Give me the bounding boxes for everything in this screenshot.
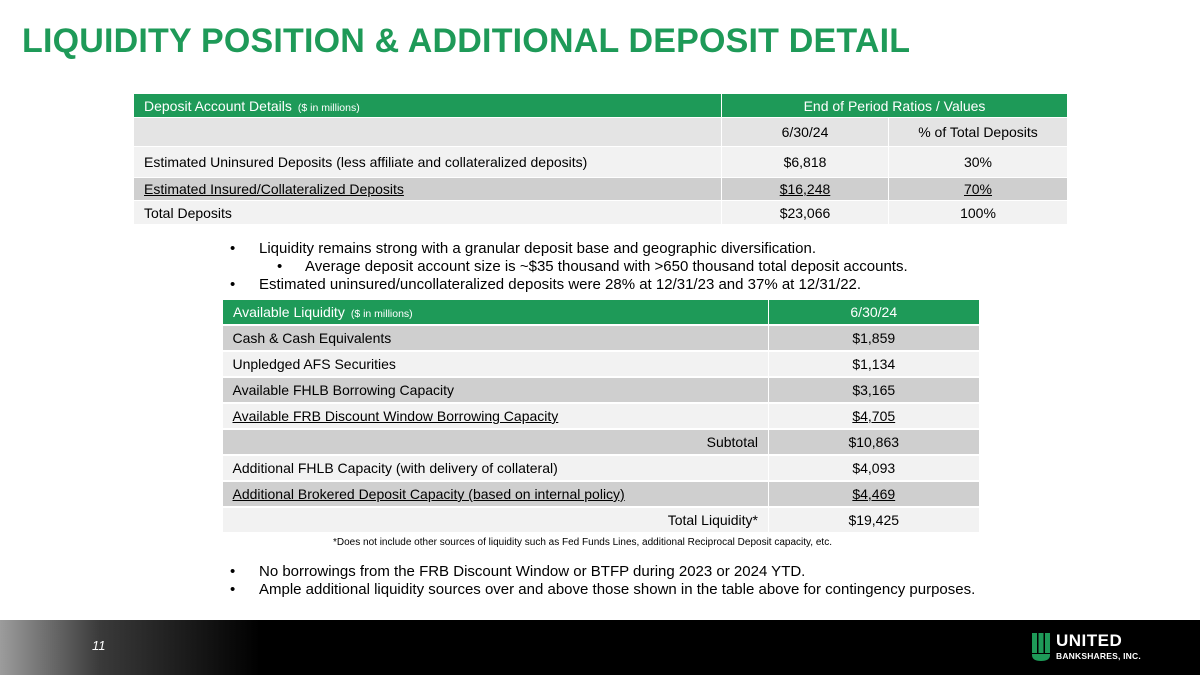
total-row — [223, 507, 979, 533]
page-number: 11 — [92, 638, 106, 653]
row-label: Total Deposits — [134, 201, 722, 225]
deposit-account-table — [133, 93, 1068, 225]
total-value: $19,425 — [769, 507, 979, 533]
liquidity-header-label: Available Liquidity — [233, 304, 345, 320]
bullet-item: • Ample additional liquidity sources over and above those shown in the table above for contingency purposes. — [230, 581, 975, 599]
bullet-list-bottom — [230, 563, 975, 599]
row-label: Available FRB Discount Window Borrowing Capacity — [223, 403, 769, 429]
page-title: LIQUIDITY POSITION & ADDITIONAL DEPOSIT DETAIL — [22, 22, 911, 60]
available-liquidity-table — [222, 300, 979, 534]
deposit-subheader-blank — [134, 118, 722, 147]
row-value: $6,818 — [722, 147, 889, 178]
row-label: Available FHLB Borrowing Capacity — [223, 377, 769, 403]
row-value: $4,705 — [769, 403, 979, 429]
deposit-header-label: Deposit Account Details — [144, 97, 292, 114]
table-row — [134, 147, 1068, 178]
logo-subtitle: BANKSHARES, INC. — [1056, 651, 1141, 661]
row-value: $1,134 — [769, 351, 979, 377]
logo-name: UNITED — [1056, 631, 1123, 650]
bullet-item: • Estimated uninsured/uncollateralized deposits were 28% at 12/31/23 and 37% at 12/31/22. — [230, 276, 908, 294]
row-value: $1,859 — [769, 325, 979, 351]
row-pct: 70% — [889, 178, 1068, 201]
row-label: Estimated Insured/Collateralized Deposits — [134, 178, 722, 201]
row-value: $3,165 — [769, 377, 979, 403]
liquidity-header-right: 6/30/24 — [769, 300, 979, 325]
row-label: Additional Brokered Deposit Capacity (based on internal policy) — [223, 481, 769, 507]
bullet-item: • No borrowings from the FRB Discount Window or BTFP during 2023 or 2024 YTD. — [230, 563, 975, 581]
row-label: Additional FHLB Capacity (with delivery of collateral) — [223, 455, 769, 481]
deposit-header-right: End of Period Ratios / Values — [722, 94, 1068, 118]
deposit-table-subheader — [134, 118, 1068, 147]
deposit-header-note: ($ in millions) — [297, 101, 360, 114]
deposit-table-header — [134, 94, 1068, 118]
deposit-col-date: 6/30/24 — [722, 118, 889, 147]
row-pct: 100% — [889, 201, 1068, 225]
liquidity-header-left — [223, 300, 769, 325]
table-row — [223, 377, 979, 403]
row-label: Estimated Uninsured Deposits (less affiliate and collateralized deposits) — [134, 147, 722, 178]
table-row — [223, 351, 979, 377]
row-label: Cash & Cash Equivalents — [223, 325, 769, 351]
table-row — [134, 178, 1068, 201]
deposit-col-pct: % of Total Deposits — [889, 118, 1068, 147]
table-row — [223, 325, 979, 351]
footnote: *Does not include other sources of liquidity such as Fed Funds Lines, additional Reciprocal Deposit capacity, etc. — [333, 537, 832, 548]
liquidity-header-note: ($ in millions) — [350, 308, 413, 320]
subtotal-label: Subtotal — [223, 429, 769, 455]
table-row — [134, 201, 1068, 225]
bullet-item: • Liquidity remains strong with a granular deposit base and geographic diversification. — [230, 240, 908, 258]
liquidity-table-header — [223, 300, 979, 325]
bullet-subitem: • Average deposit account size is ~$35 thousand with >650 thousand total deposit accounts. — [230, 258, 908, 276]
subtotal-value: $10,863 — [769, 429, 979, 455]
table-row — [223, 481, 979, 507]
row-value: $4,469 — [769, 481, 979, 507]
total-label: Total Liquidity* — [223, 507, 769, 533]
row-label: Unpledged AFS Securities — [223, 351, 769, 377]
table-row — [223, 403, 979, 429]
bullet-list-top — [230, 240, 908, 294]
row-value: $4,093 — [769, 455, 979, 481]
subtotal-row — [223, 429, 979, 455]
table-row — [223, 455, 979, 481]
row-pct: 30% — [889, 147, 1068, 178]
company-logo — [1032, 631, 1152, 665]
logo-mark-icon — [1032, 633, 1050, 661]
deposit-header-left — [134, 94, 722, 118]
row-value: $16,248 — [722, 178, 889, 201]
footer-bar — [0, 620, 1200, 675]
row-value: $23,066 — [722, 201, 889, 225]
